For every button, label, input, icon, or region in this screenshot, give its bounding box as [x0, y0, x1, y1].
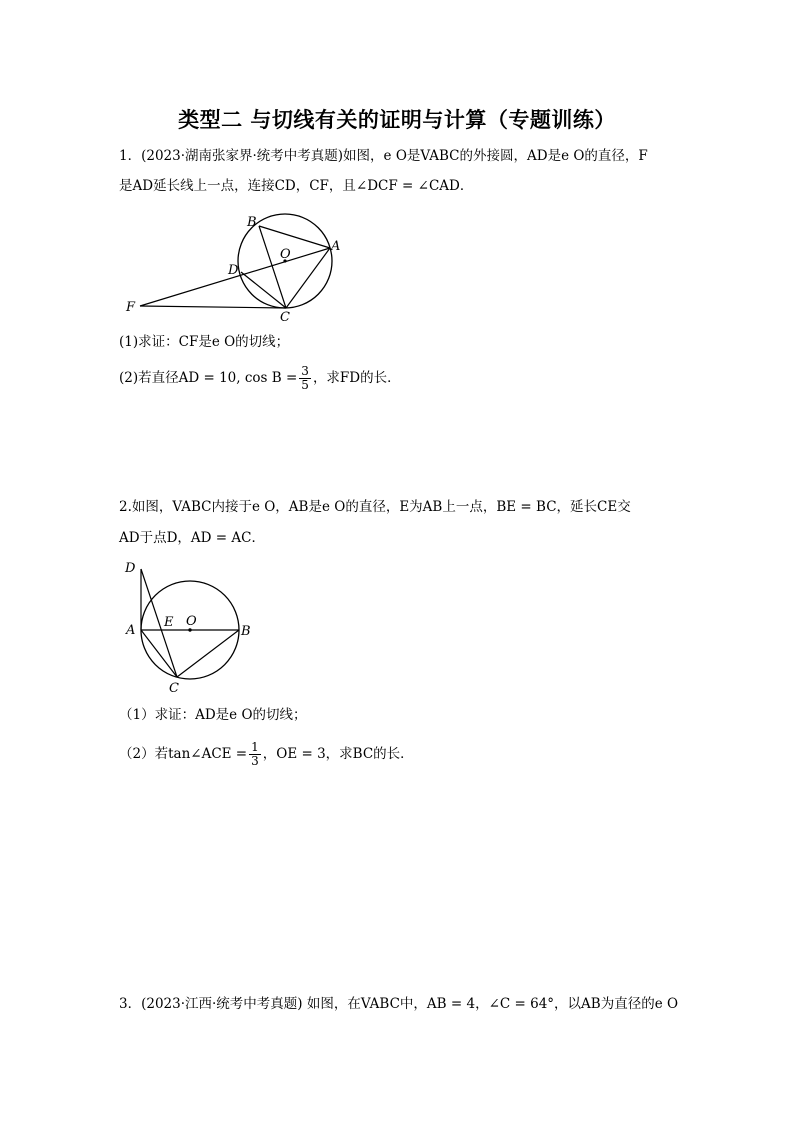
q1-part2-after: ，求FD的长． [312, 370, 401, 386]
q2-statement-line2: AD于点D，AD = AC． [119, 530, 265, 546]
q1-part1: (1)求证：CF是e O的切线； [119, 334, 290, 350]
q1-part2-before: (2)若直径AD = 10, cos B = [119, 370, 298, 386]
q2-part2-after: ，OE = 3，求BC的长． [262, 746, 414, 762]
q1-part2-numerator: 3 [301, 364, 309, 378]
q1-part2-denominator: 5 [301, 378, 309, 392]
q2-label-A: A [126, 623, 136, 638]
q2-label-E: E [164, 615, 174, 630]
q1-label-C: C [280, 310, 290, 325]
page-title: 类型二 与切线有关的证明与计算（专题训练） [178, 108, 616, 132]
q2-part2-fraction [249, 741, 261, 768]
q1-label-D: D [228, 263, 239, 278]
q2-label-C: C [169, 681, 179, 696]
q2-label-B: B [241, 624, 251, 639]
q1-label-O: O [280, 247, 291, 262]
q1-label-B: B [247, 215, 257, 230]
q2-part2 [119, 741, 414, 768]
q1-label-F: F [126, 300, 136, 315]
q2-label-O: O [186, 614, 197, 629]
q2-part2-numerator: 1 [251, 740, 259, 754]
q2-statement-line1: 2.如图，VABC内接于e O，AB是e O的直径，E为AB上一点，BE = BC，延长CE交 [119, 499, 631, 515]
q3-statement-line1: 3．(2023·江西·统考中考真题) 如图，在VABC中，AB = 4，∠C = 64°，以AB为直径的e O [119, 996, 679, 1012]
q2-label-D: D [125, 561, 136, 576]
q2-part2-before: （2）若tan∠ACE = [119, 746, 248, 762]
q1-label-A: A [331, 239, 341, 254]
q2-segment-CB [177, 630, 239, 677]
q2-part2-denominator: 3 [251, 754, 259, 768]
q1-statement-line2: 是AD延长线上一点，连接CD，CF，且∠DCF = ∠CAD． [119, 178, 474, 194]
q2-part1: （1）求证：AD是e O的切线； [119, 707, 307, 723]
q1-statement-line1: 1．(2023·湖南张家界·统考中考真题)如图，e O是VABC的外接圆，AD是e O的直径，F [119, 148, 648, 164]
